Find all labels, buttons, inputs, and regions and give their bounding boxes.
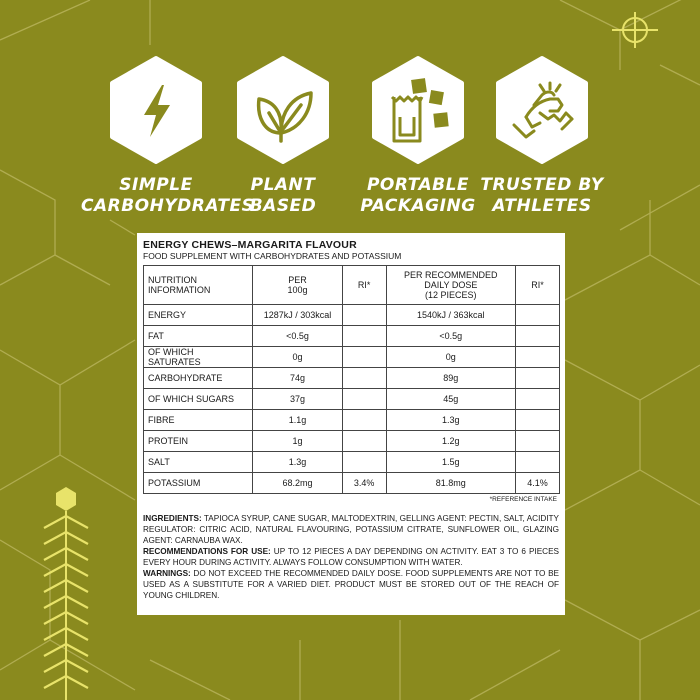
nutrient-name: CARBOHYDRATE — [144, 368, 253, 389]
value-per-dose: 1.3g — [386, 410, 516, 431]
value-per-100g: 0g — [253, 347, 342, 368]
lightning-bolt-icon — [106, 55, 206, 165]
ri-per-100g — [342, 305, 386, 326]
value-per-dose: 1540kJ / 363kcal — [386, 305, 516, 326]
reference-intake-note: *REFERENCE INTAKE — [489, 496, 557, 503]
feature-trusted-by-athletes — [467, 55, 617, 217]
nutrition-table — [143, 265, 560, 494]
header-daily-dose-line: PER RECOMMENDED DAILY DOSE — [404, 270, 498, 290]
nutrient-name: SALT — [144, 452, 253, 473]
nutrition-label-panel — [137, 233, 565, 615]
warnings-label: WARNINGS: — [143, 569, 191, 578]
nutrient-name: OF WHICH SUGARS — [144, 389, 253, 410]
ri-per-100g — [342, 389, 386, 410]
table-row — [144, 431, 560, 452]
product-title: ENERGY CHEWS–MARGARITA FLAVOUR — [143, 239, 357, 251]
recommendations-label: RECOMMENDATIONS FOR USE: — [143, 547, 271, 556]
value-per-dose: 0g — [386, 347, 516, 368]
value-per-100g: 74g — [253, 368, 342, 389]
feature-label-line1: SIMPLE — [119, 175, 193, 195]
header-100g-line: 100g — [287, 285, 308, 295]
header-pieces-line: (12 PIECES) — [425, 290, 477, 300]
ri-per-dose — [516, 410, 560, 431]
nutrient-name: FIBRE — [144, 410, 253, 431]
header-ri-2: RI* — [516, 266, 560, 305]
value-per-dose: <0.5g — [386, 326, 516, 347]
feature-label-line2: PACKAGING — [360, 196, 476, 216]
ri-per-100g — [342, 368, 386, 389]
value-per-dose: 45g — [386, 389, 516, 410]
value-per-100g: 1287kJ / 303kcal — [253, 305, 342, 326]
crosshair-icon — [612, 12, 658, 48]
value-per-100g: 1.3g — [253, 452, 342, 473]
value-per-100g: 68.2mg — [253, 473, 342, 494]
warnings-paragraph — [143, 568, 559, 601]
ri-per-100g — [342, 452, 386, 473]
feature-label-line2: BASED — [249, 196, 317, 216]
feature-label-line1: PORTABLE — [366, 175, 470, 195]
table-row — [144, 347, 560, 368]
ri-per-100g — [342, 326, 386, 347]
ri-per-100g — [342, 410, 386, 431]
nutrient-name: FAT — [144, 326, 253, 347]
table-row — [144, 389, 560, 410]
ingredients-text: TAPIOCA SYRUP, CANE SUGAR, MALTODEXTRIN, GELLING AGENT: PECTIN, SALT, ACIDITY REGULATOR: CITRIC ACID, NATURAL FLAVOURING, POTASSIUM CITRATE, SUNFLOWER OIL, GLAZING AGENT: CARNAUBA WAX. — [143, 514, 559, 545]
ri-per-dose — [516, 347, 560, 368]
header-per-daily-dose — [386, 266, 516, 305]
ri-per-100g: 3.4% — [342, 473, 386, 494]
nutrient-name: ENERGY — [144, 305, 253, 326]
ri-per-dose — [516, 452, 560, 473]
warnings-text: DO NOT EXCEED THE RECOMMENDED DAILY DOSE. FOOD SUPPLEMENTS ARE NOT TO BE USED AS A SUBSTITUTE FOR A VARIED DIET. PRODUCT MUST BE STORED OUT OF THE REACH OF YOUNG CHILDREN. — [143, 569, 559, 600]
ri-per-100g — [342, 347, 386, 368]
feature-plant-based — [208, 55, 358, 217]
table-row — [144, 452, 560, 473]
ri-per-dose — [516, 389, 560, 410]
product-notes — [143, 513, 559, 601]
feature-label-line2: CARBOHYDRATES — [81, 196, 255, 216]
feature-label-line1: PLANT — [250, 175, 316, 195]
value-per-100g: 1.1g — [253, 410, 342, 431]
value-per-dose: 81.8mg — [386, 473, 516, 494]
value-per-100g: <0.5g — [253, 326, 342, 347]
header-per-line: PER — [288, 275, 307, 285]
product-subtitle: FOOD SUPPLEMENT WITH CARBOHYDRATES AND POTASSIUM — [143, 251, 402, 261]
recommendations-paragraph — [143, 546, 559, 568]
ri-per-dose — [516, 305, 560, 326]
ri-per-100g — [342, 431, 386, 452]
value-per-100g: 37g — [253, 389, 342, 410]
nutrient-name: PROTEIN — [144, 431, 253, 452]
ri-per-dose — [516, 431, 560, 452]
ri-per-dose: 4.1% — [516, 473, 560, 494]
value-per-dose: 1.2g — [386, 431, 516, 452]
table-header-row — [144, 266, 560, 305]
ri-per-dose — [516, 368, 560, 389]
table-row — [144, 410, 560, 431]
header-ri-1: RI* — [342, 266, 386, 305]
leaf-icon — [233, 55, 333, 165]
recommendations-text: UP TO 12 PIECES A DAY DEPENDING ON ACTIVITY. EAT 3 TO 6 PIECES EVERY HOUR DURING ACTIVITY. ALWAYS FOLLOW CONSUMPTION WITH WATER. — [143, 547, 559, 567]
small-hexagon-icon — [56, 487, 76, 511]
feature-label-line1: TRUSTED BY — [480, 175, 604, 195]
table-row — [144, 368, 560, 389]
table-row — [144, 326, 560, 347]
header-nutrition-information: NUTRITION INFORMATION — [144, 266, 253, 305]
nutrient-name: POTASSIUM — [144, 473, 253, 494]
value-per-dose: 89g — [386, 368, 516, 389]
table-row — [144, 473, 560, 494]
value-per-dose: 1.5g — [386, 452, 516, 473]
feature-label-line2: ATHLETES — [492, 196, 592, 216]
header-per-100g — [253, 266, 342, 305]
ingredients-paragraph — [143, 513, 559, 546]
ingredients-label: INGREDIENTS: — [143, 514, 202, 523]
value-per-100g: 1g — [253, 431, 342, 452]
packaging-icon — [368, 55, 468, 165]
handshake-icon — [492, 55, 592, 165]
nutrient-name: OF WHICH SATURATES — [144, 347, 253, 368]
ri-per-dose — [516, 326, 560, 347]
table-row — [144, 305, 560, 326]
